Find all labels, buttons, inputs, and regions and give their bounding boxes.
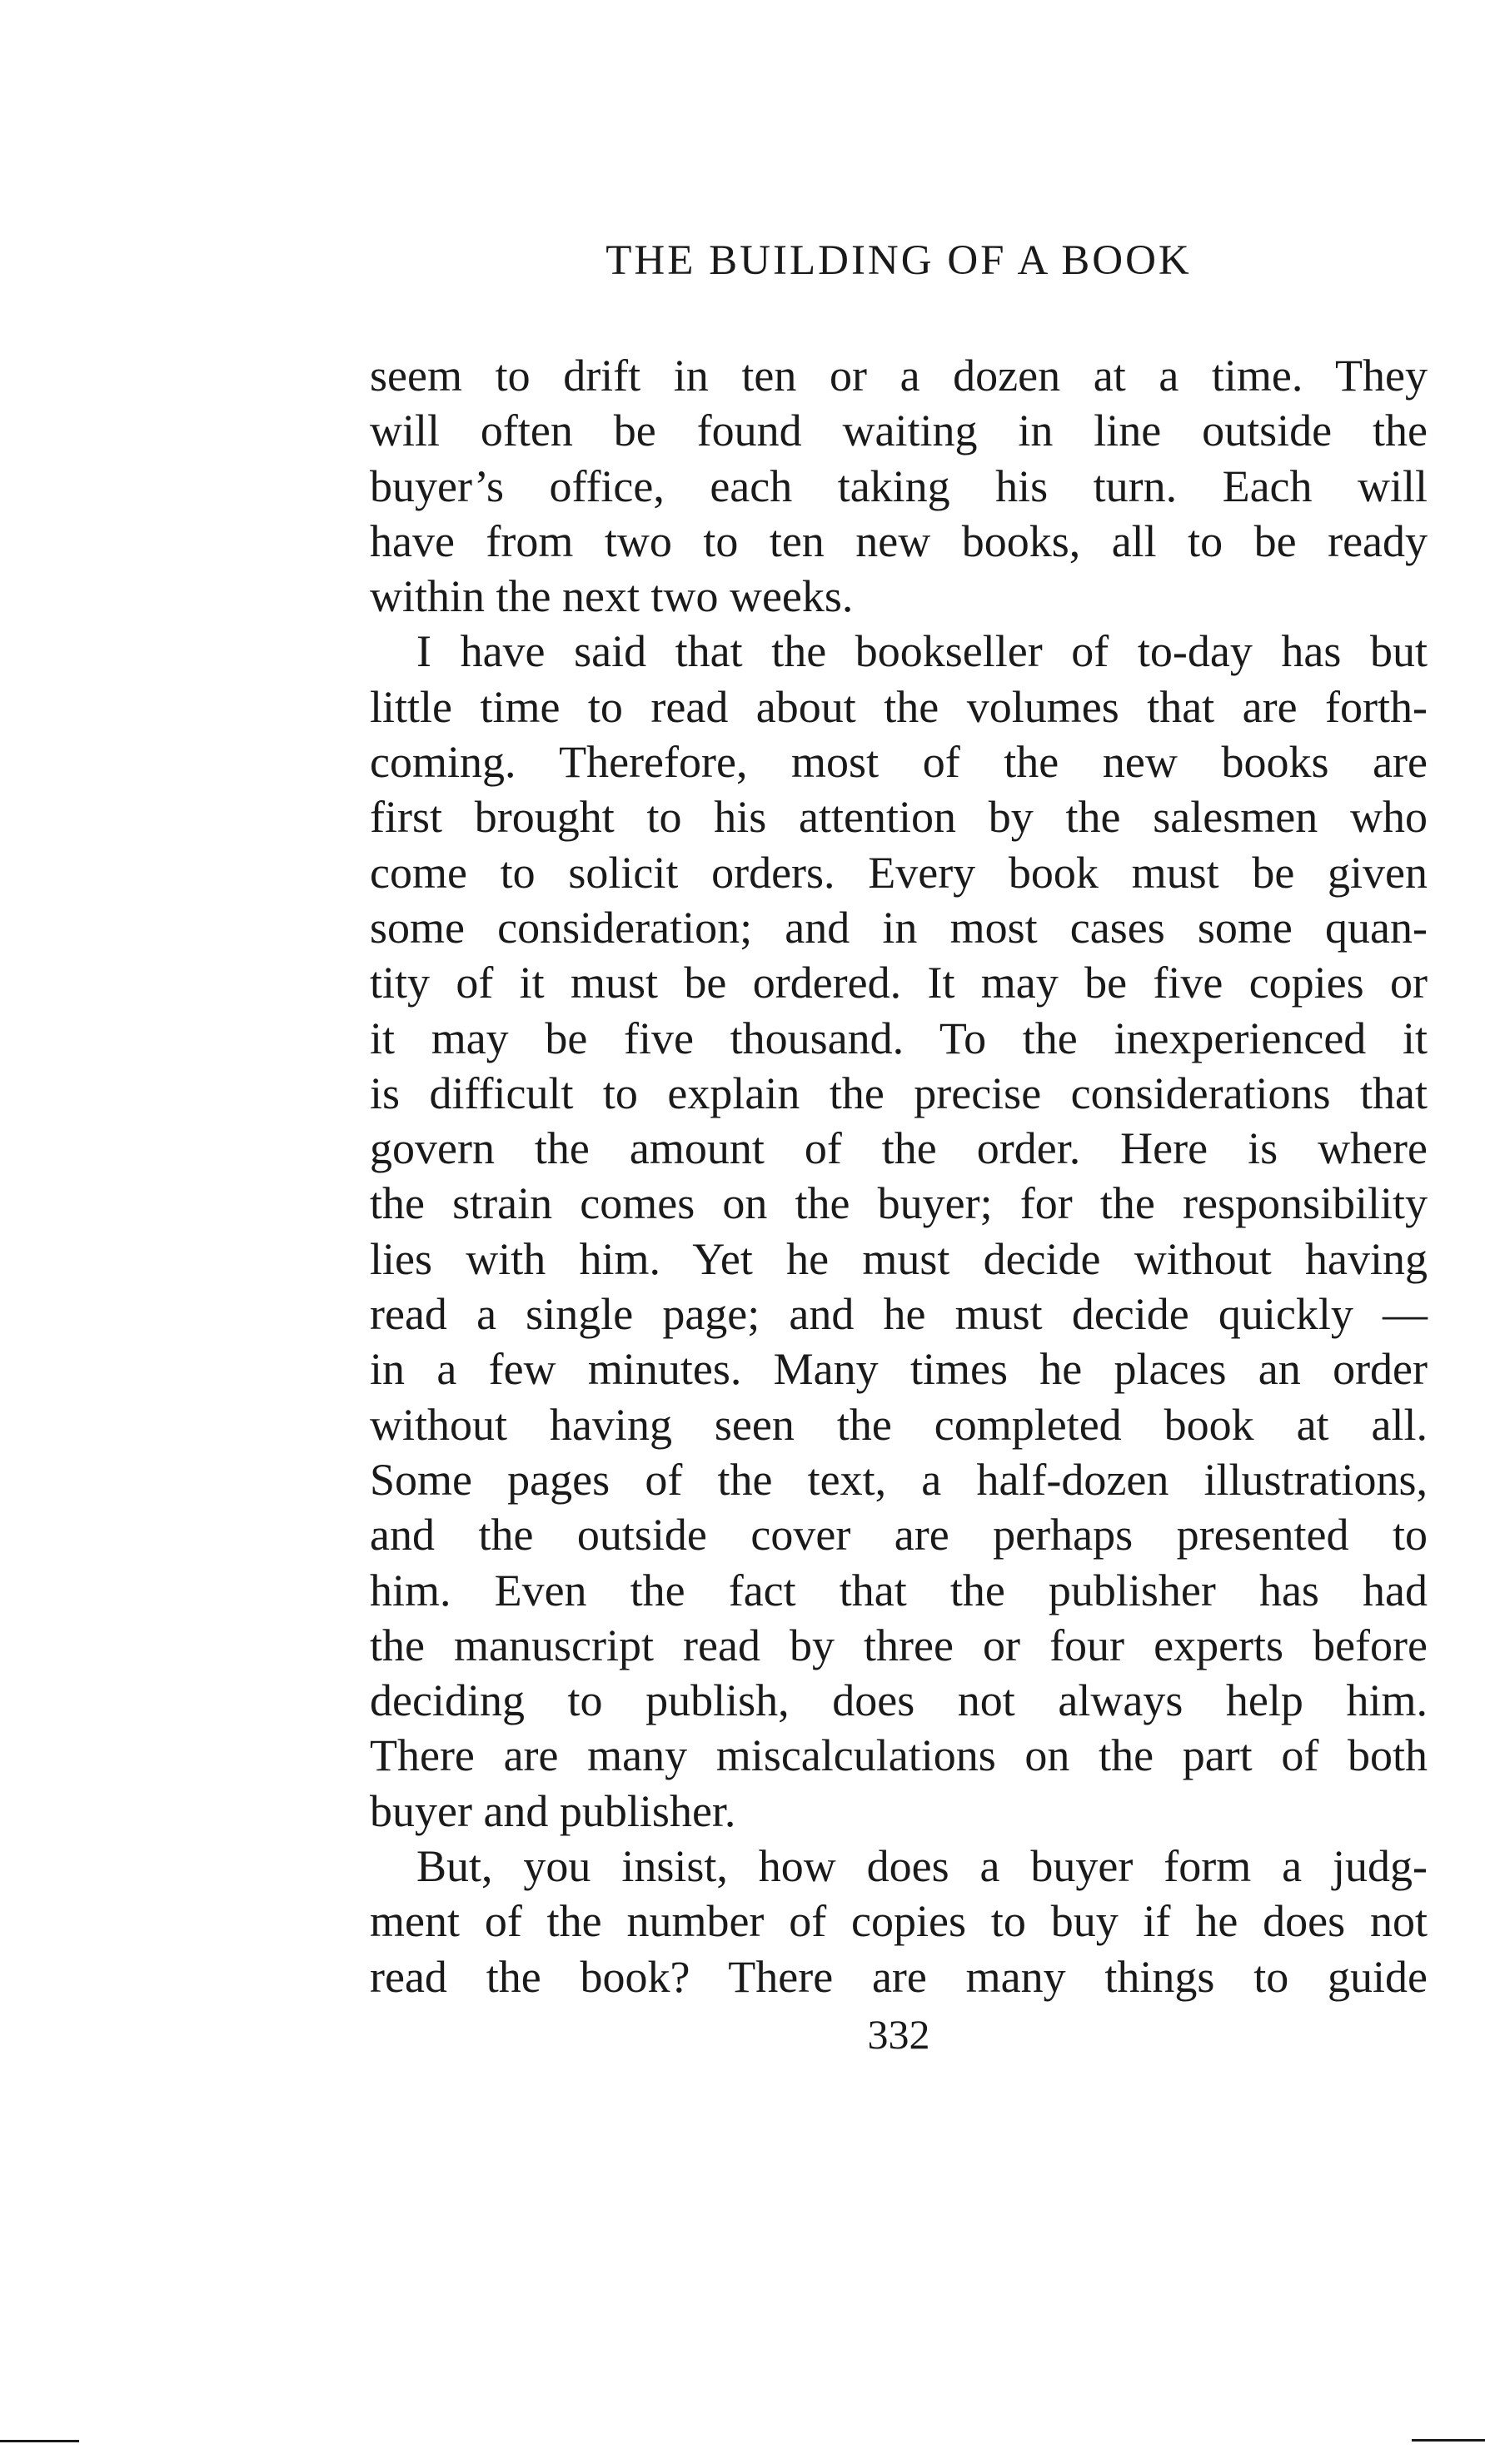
body-text [370,348,1428,2004]
text-line: and the outside cover are perhaps presented to [370,1510,1428,1561]
text-line: him. Even the fact that the publisher has had [370,1565,1428,1615]
text-line: is difficult to explain the precise considerations that [370,1068,1428,1118]
text-line: within the next two weeks. [370,571,854,622]
text-line: have from two to ten new books, all to be ready [370,515,1428,566]
paragraph-1 [370,348,1428,624]
text-line: the strain comes on the buyer; for the responsibility [370,1178,1428,1229]
text-line: come to solicit orders. Every book must be given [370,847,1428,898]
text-line: some consideration; and in most cases some quan- [370,902,1428,953]
text-line: tity of it must be ordered. It may be five copies or [370,958,1428,1008]
text-line: I have said that the bookseller of to-day has but [416,626,1428,677]
text-line: the manuscript read by three or four experts before [370,1620,1428,1670]
paragraph-2 [370,624,1428,1839]
running-head: THE BUILDING OF A BOOK [605,237,1192,284]
text-line: seem to drift in ten or a dozen at a time. They [370,351,1428,401]
text-line: deciding to publish, does not always help him. [370,1675,1428,1726]
text-line: But, you insist, how does a buyer form a judg- [416,1841,1428,1892]
scan-edge-mark-right [1412,2439,1485,2442]
text-line: first brought to his attention by the salesmen who [370,792,1428,843]
text-line: There are many miscalculations on the part of both [370,1730,1428,1781]
text-line: it may be five thousand. To the inexperienced it [370,1013,1428,1063]
text-line: coming. Therefore, most of the new books are [370,737,1428,788]
text-line: little time to read about the volumes that are forth- [370,681,1428,732]
text-line: ment of the number of copies to buy if he does not [370,1896,1428,1947]
paragraph-3 [370,1839,1428,2004]
text-line: buyer and publisher. [370,1785,736,1836]
text-line: Some pages of the text, a half-dozen illustrations, [370,1454,1428,1505]
scan-edge-mark-left [0,2440,79,2442]
text-line: will often be found waiting in line outside the [370,406,1428,456]
text-line: without having seen the completed book at all. [370,1399,1428,1450]
text-line: read a single page; and he must decide quickly — [370,1289,1428,1340]
text-line: lies with him. Yet he must decide without having [370,1233,1428,1284]
text-line: buyer’s office, each taking his turn. Each will [370,460,1428,511]
text-line: govern the amount of the order. Here is where [370,1123,1428,1174]
text-line: in a few minutes. Many times he places an order [370,1344,1428,1395]
text-line: read the book? There are many things to guide [370,1951,1428,2002]
page-number: 332 [867,2011,930,2058]
